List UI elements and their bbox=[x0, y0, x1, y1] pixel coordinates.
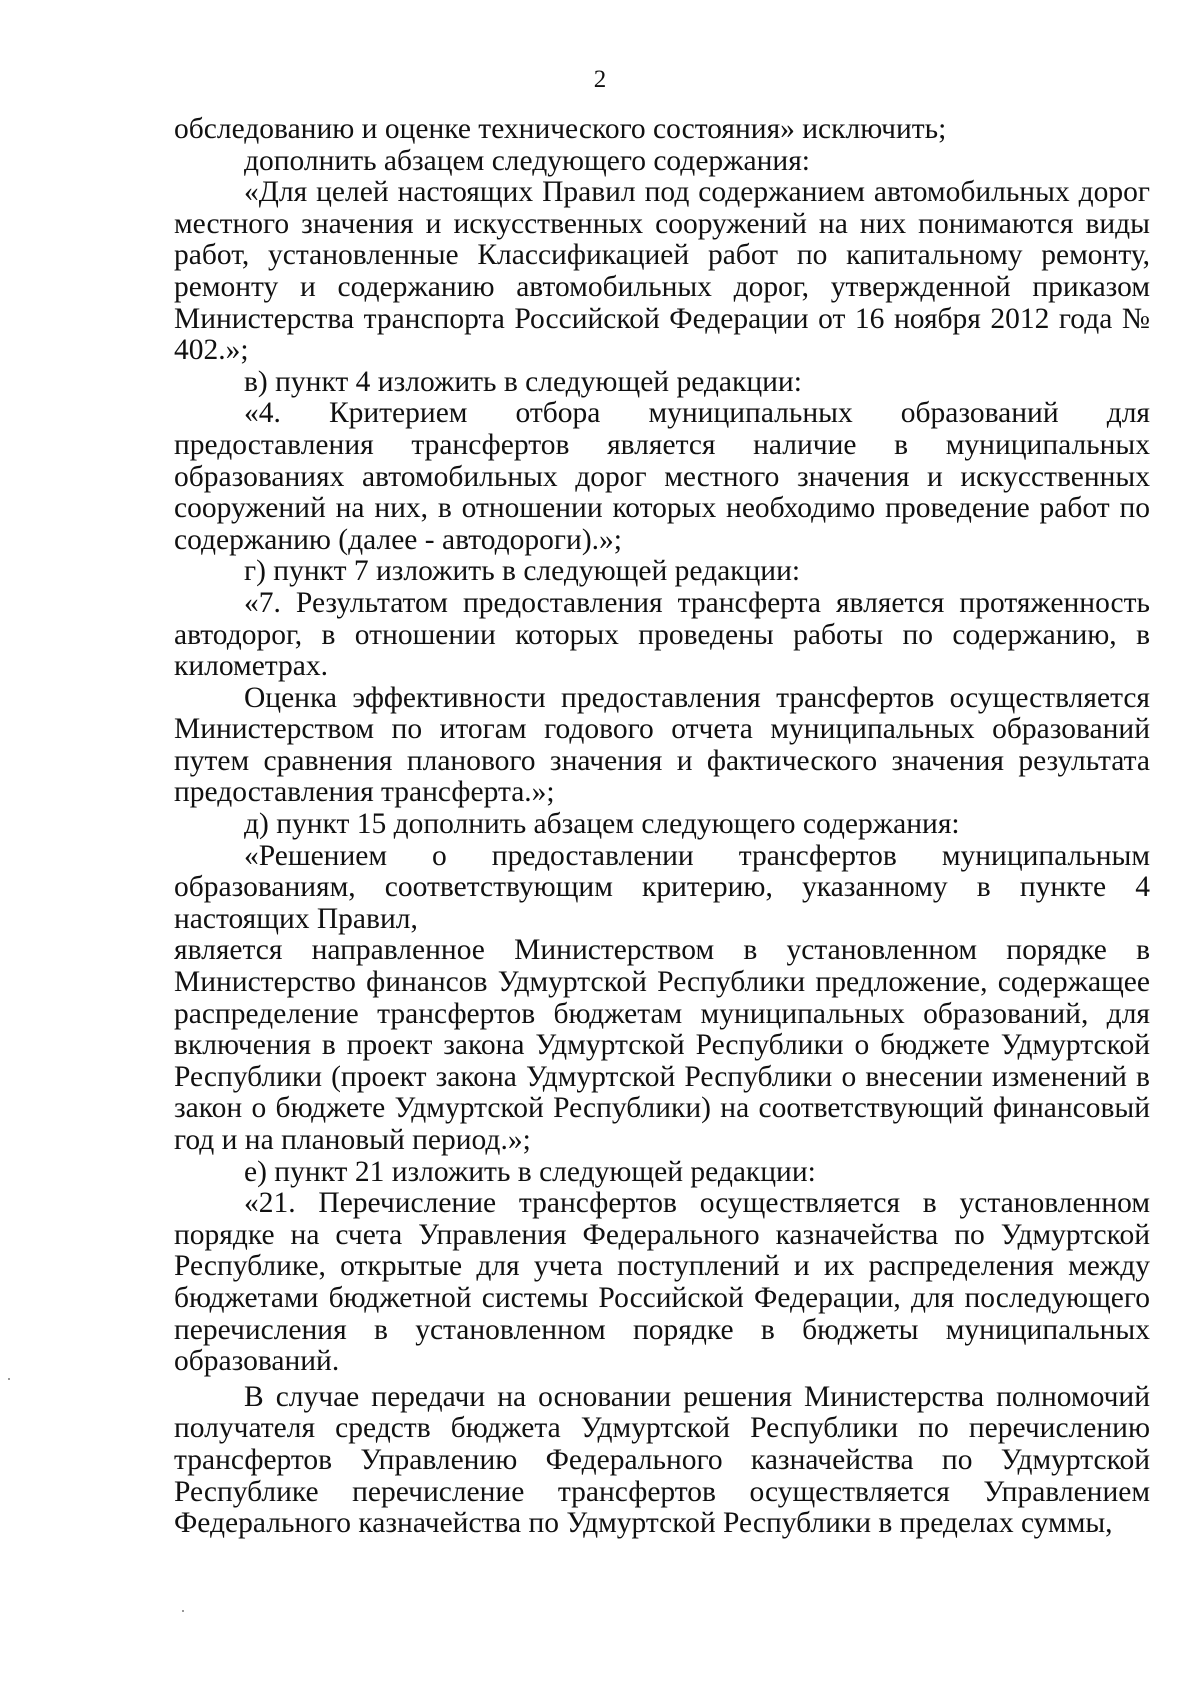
scan-speck bbox=[8, 1378, 10, 1380]
paragraph-4: в) пункт 4 изложить в следующей редакции: bbox=[244, 365, 802, 398]
scan-speck bbox=[182, 1610, 184, 1612]
paragraph-3: «Для целей настоящих Правил под содержанием автомобильных дорог местного значения и искусственных сооружений на них понимаются виды работ, установленные Классификацией работ по капитальному ремонту, ремонту и содержанию автомобильных дорог, утвержденной приказом Министерства транспорта Российской Федерации от 16 ноября 2012 года № 402.»; bbox=[174, 176, 1150, 367]
paragraph-14: В случае передачи на основании решения Министерства полномочий получателя средств бюджета Удмуртской Республики по перечислению трансфертов Управлению Федерального казначейства по Удмуртской Республике перечисление трансфертов осуществляется Управлением Федерального казначейства по Удмуртской Республики в пределах суммы, bbox=[174, 1380, 1150, 1540]
paragraph-5: «4. Критерием отбора муниципальных образований для предоставления трансфертов является наличие в муниципальных образованиях автомобильных дорог местного значения и искусственных сооружений на них, в отношении которых необходимо проведение работ по содержанию (далее - автодороги).»; bbox=[174, 397, 1150, 556]
paragraph-6: г) пункт 7 изложить в следующей редакции: bbox=[244, 555, 801, 588]
paragraph-10: «Решением о предоставлении трансфертов муниципальным образованиям, соответствующим критерию, указанному в пункте 4 настоящих Правил, bbox=[174, 839, 1150, 935]
paragraph-13: «21. Перечисление трансфертов осуществляется в установленном порядке на счета Управления Федерального казначейства по Удмуртской Республике, открытые для учета поступлений и их распределения между бюджетами бюджетной системы Российской Федерации, для последующего перечисления в установленном порядке в бюджеты муниципальных образований. bbox=[174, 1187, 1150, 1378]
paragraph-7: «7. Результатом предоставления трансферта является протяженность автодорог, в отношении которых проведены работы по содержанию, в километрах. bbox=[174, 586, 1150, 683]
paragraph-1: обследованию и оценке технического состояния» исключить; bbox=[174, 113, 947, 145]
paragraph-2: дополнить абзацем следующего содержания: bbox=[244, 144, 810, 177]
paragraph-11: является направленное Министерством в установленном порядке в Министерство финансов Удмуртской Республики предложение, содержащее распределение трансфертов бюджетам муниципальных образований, для включения в проект закона Удмуртской Республики о бюджете Удмуртской Республики (проект закона Удмуртской Республики о внесении изменений в закон о бюджете Удмуртской Республики) на соответствующий финансовый год и на плановый период.»; bbox=[174, 934, 1150, 1156]
paragraph-9: д) пункт 15 дополнить абзацем следующего содержания: bbox=[244, 808, 960, 841]
page-number: 2 bbox=[593, 66, 607, 93]
paragraph-8: Оценка эффективности предоставления трансфертов осуществляется Министерством по итогам годового отчета муниципальных образований путем сравнения планового значения и фактического значения результата предоставления трансферта.»; bbox=[174, 681, 1150, 809]
document-body bbox=[174, 114, 1150, 1540]
paragraph-12: е) пункт 21 изложить в следующей редакции: bbox=[244, 1155, 816, 1188]
